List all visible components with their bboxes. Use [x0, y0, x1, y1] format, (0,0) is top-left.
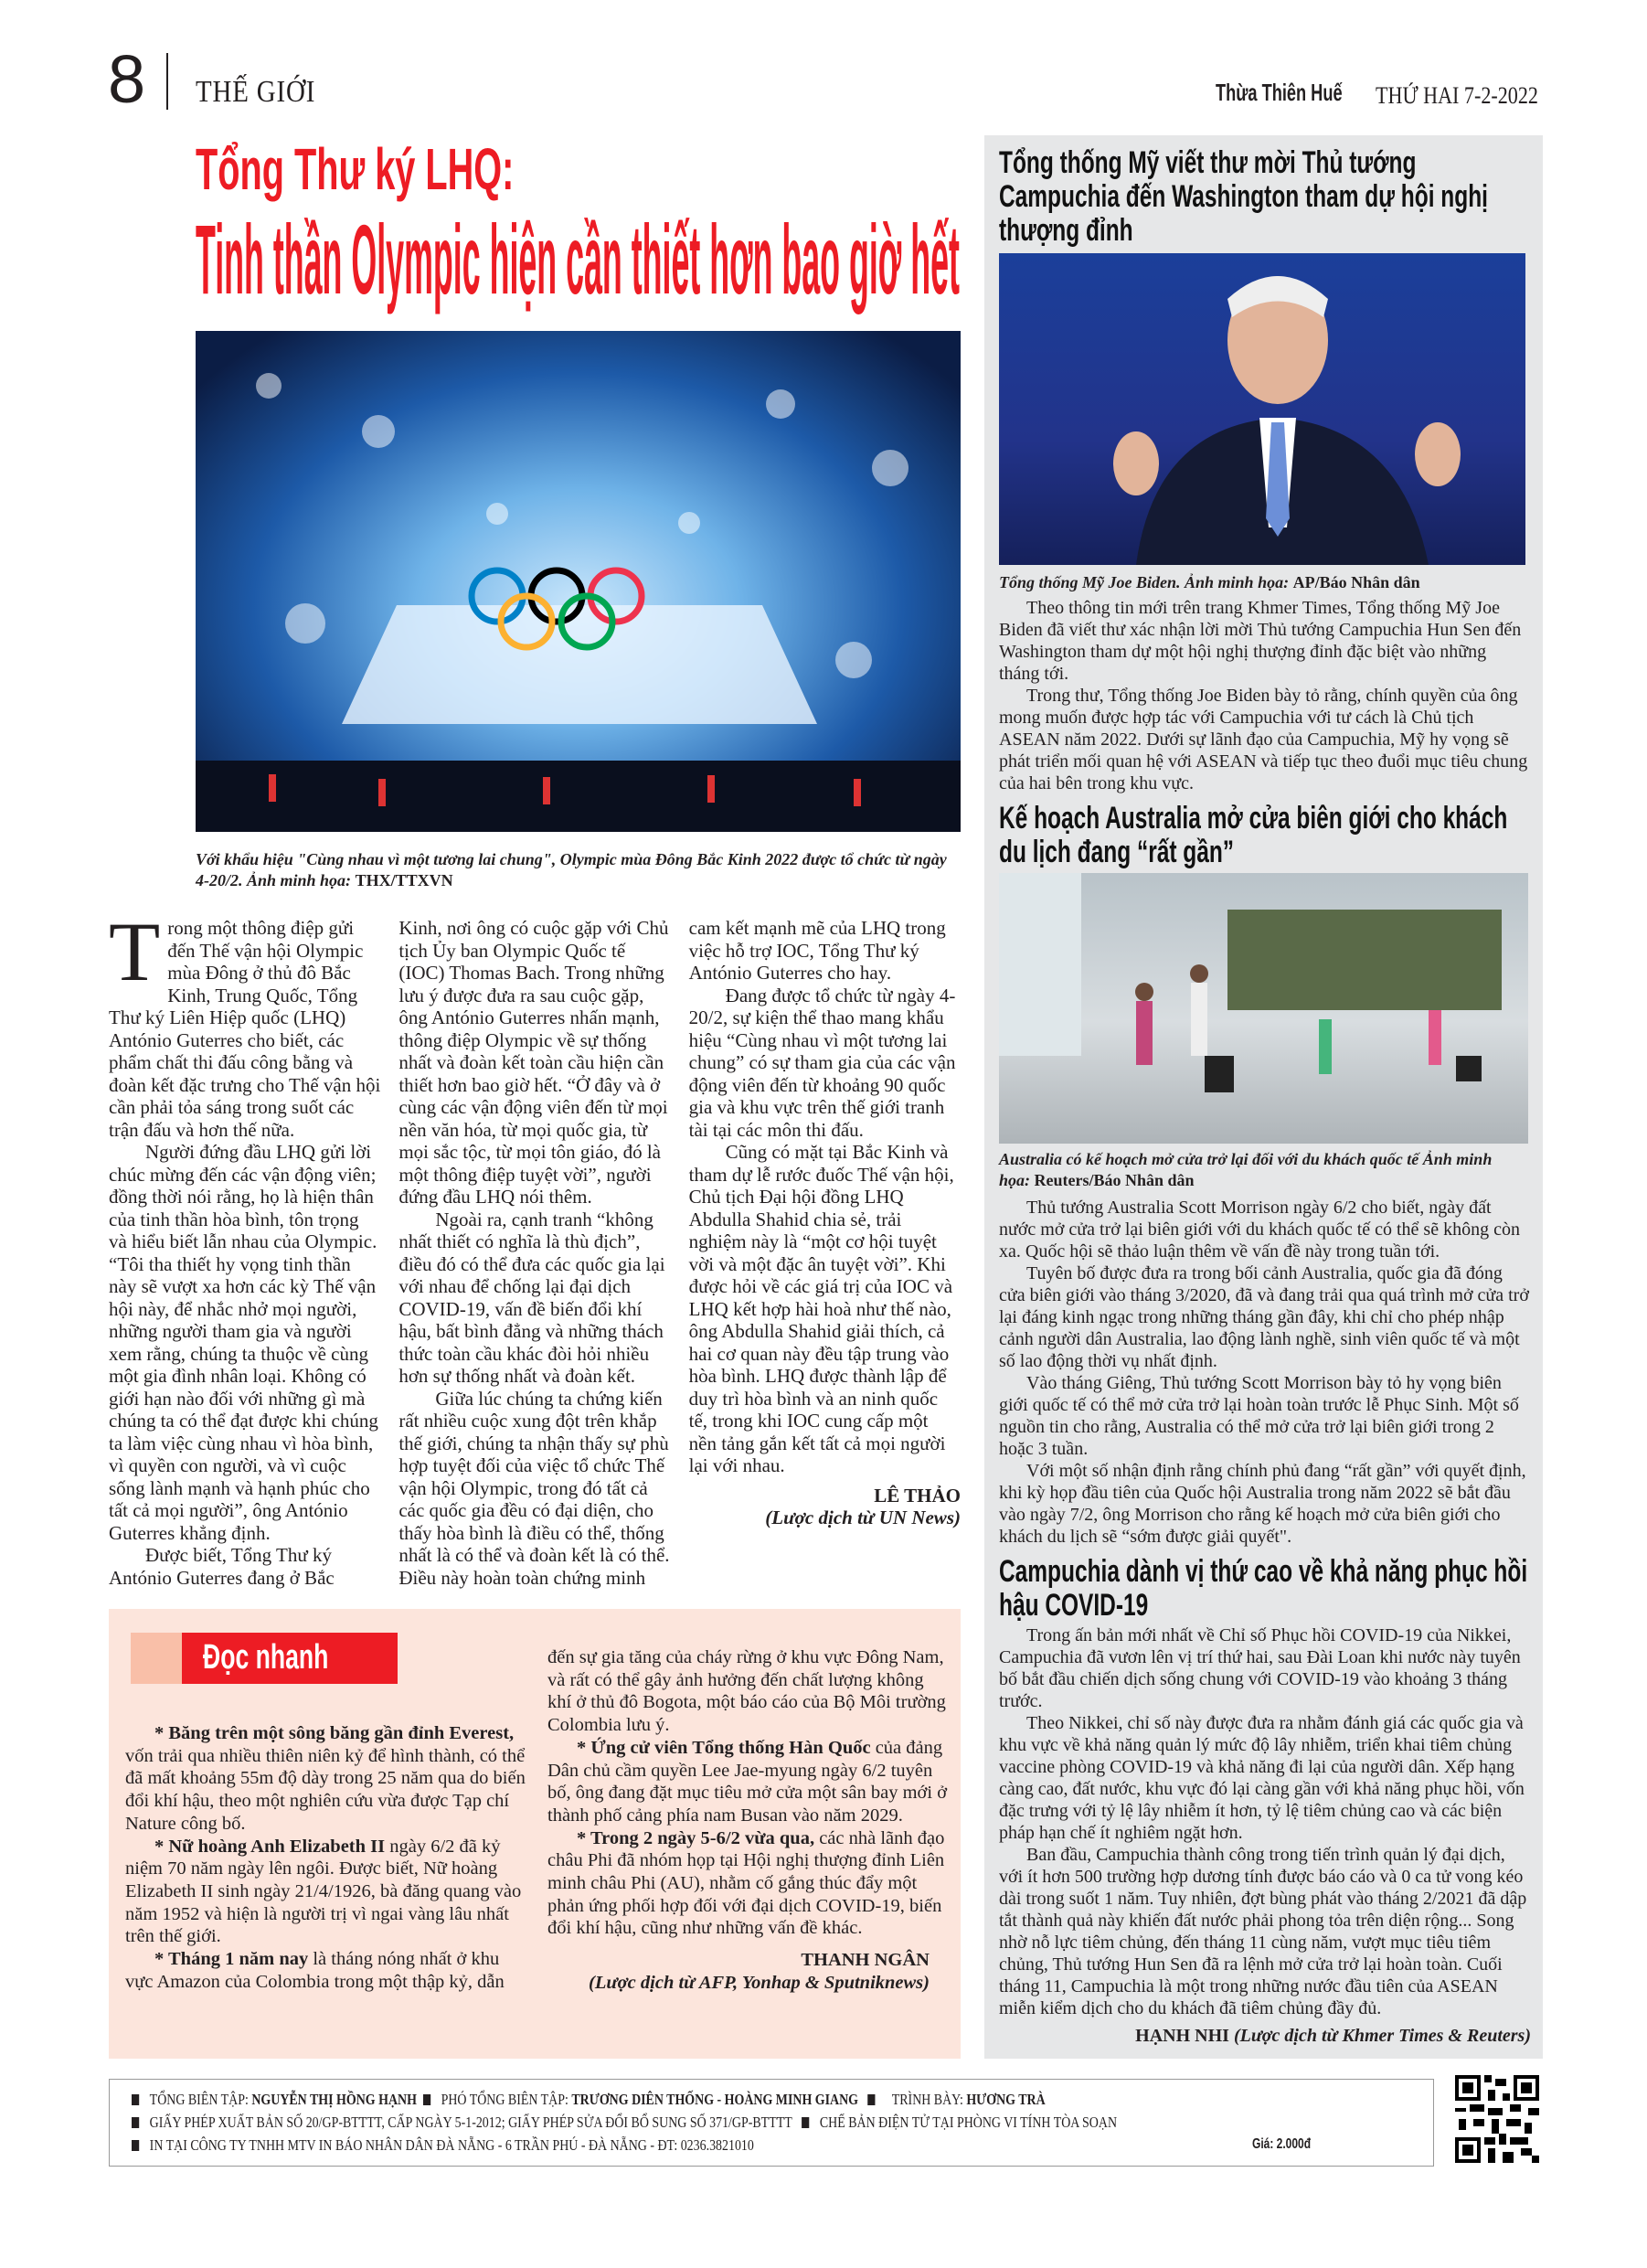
quick-read-body	[125, 1646, 948, 1995]
typesetting: CHẾ BẢN ĐIỆN TỬ TẠI PHÒNG VI TÍNH TÒA SOẠN	[819, 2114, 1118, 2131]
label: PHÓ TỔNG BIÊN TẬP:	[441, 2091, 572, 2108]
biden-article-body	[999, 597, 1531, 794]
item-text: các nhà lãnh đạo châu Phi đã nhóm họp tại Hội nghị thượng đỉnh Liên minh châu Phi (AU), nhằm cố gắng thúc đẩy một phản ứng phối hợp đối với đại dịch COVID-19, biến đổi khí hậu, cũng như những vấn đề khác.	[547, 1827, 945, 1939]
section-title: THẾ GIỚI	[196, 75, 316, 109]
article-paragraph: Trong thư, Tổng thống Joe Biden bày tỏ rằng, chính quyền của ông mong muốn được hợp tác với Campuchia với tư cách là Chủ tịch ASEAN năm 2022. Dưới sự lãnh đạo của Campuchia, Mỹ hy vọng sẽ phát triển mối quan hệ với ASEAN và tiếp tục theo đuổi mục tiêu chung của hai bên trong khu vực.	[999, 686, 1528, 793]
cambodia-headline: Campuchia dành vị thứ cao về khả năng phục hồi hậu COVID-19	[999, 1554, 1528, 1623]
caption-text: Australia có kế hoạch mở cửa trở lại đối với du khách quốc tế Ảnh minh họa:	[999, 1150, 1493, 1189]
author: THANH NGÂN	[801, 1950, 930, 1971]
article-paragraph	[109, 905, 381, 1141]
australia-article-body	[999, 1197, 1531, 1548]
footer-row-editors	[132, 2088, 1046, 2111]
olympic-photo-caption	[196, 849, 961, 891]
item-text: ngày 6/2 đã kỷ niệm 70 năm ngày lên ngôi. Được biết, Nữ hoàng Elizabeth II sinh ngày 21/4/1926, bà đăng quang vào năm 1952 và hiện là người trị vì ngai vàng lâu nhất trên thế giới.	[125, 1836, 522, 1947]
item-lead: * Nữ hoàng Anh Elizabeth II	[154, 1836, 386, 1857]
article-paragraph: Trong ấn bản mới nhất về Chỉ số Phục hồi COVID-19 của Nikkei, Campuchia đã vươn lên vị trí thứ hai, sau Đài Loan khi nước này tuyên bố bắt đầu chiến dịch sống chung với COVID-19 vào khoảng 3 tháng trước.	[999, 1625, 1521, 1711]
australia-photo	[999, 873, 1528, 1144]
quick-read-item	[125, 1836, 526, 1949]
paragraph-text: rong một thông điệp gửi đến Thế vận hội Olympic mùa Đông ở thủ đô Bắc Kinh, Trung Quốc, Tổng Thư ký Liên Hiệp quốc (LHQ) António Guterres cho biết, các phẩm chất thi đấu công bằng và đoàn kết đặc trưng cho Thế vận hội cần phải tỏa sáng trong suốt các trận đấu và hơn thế nữa.	[109, 917, 381, 1141]
article-body	[109, 905, 961, 1589]
caption-credit: AP/Báo Nhân dân	[1292, 573, 1420, 591]
byline	[999, 2025, 1531, 2047]
article-paragraph: Cũng có mặt tại Bắc Kinh và tham dự lễ rước đuốc Thế vận hội, Chủ tịch Đại hội đồng LHQ Abdulla Shahid chia sẻ, trải nghiệm này là “một cơ hội tuyệt vời và một đặc ân tuyệt vời”. Khi được hỏi về các giá trị của IOC và LHQ kết hợp hài hoà như thế nào, ông Abdulla Shahid giải thích, cả hai cơ quan này đều tập trung vào hòa bình. LHQ được thành lập để duy trì hòa bình và an ninh quốc tế, trong khi IOC cung cấp một nền tảng gắn kết tất cả mọi người lại với nhau.	[688, 1141, 954, 1476]
cambodia-article-body	[999, 1624, 1531, 2047]
qr-code-icon[interactable]	[1455, 2075, 1539, 2163]
australia-headline: Kế hoạch Australia mở cửa biên giới cho khách du lịch đang “rất gần”	[999, 801, 1508, 869]
label: TỔNG BIÊN TẬP:	[149, 2091, 252, 2108]
quick-read-item	[547, 1827, 948, 1941]
airport-scene-icon	[999, 873, 1528, 1144]
article-paragraph: Thủ tướng Australia Scott Morrison ngày 6/2 cho biết, ngày đất nước mở cửa trở lại biên giới với du khách quốc tế có thể sẽ không còn xa. Quốc hội sẽ thảo luận thêm về vấn đề này trong tuần tới.	[999, 1198, 1520, 1262]
masthead-footer	[109, 2079, 1434, 2167]
source: (Lược dịch từ Khmer Times & Reuters)	[1233, 2026, 1531, 2046]
item-text: của đảng Dân chủ cầm quyền Lee Jae-myung ngày 6/2 tuyên bố, ông đang đặt mục tiêu mở cửa một sân bay mới ở thành phố cảng phía nam Busan vào năm 2029.	[547, 1737, 948, 1826]
article-paragraph: Vào tháng Giêng, Thủ tướng Scott Morrison bày tỏ hy vọng biên giới quốc tế có thể mở cửa trở lại hoàn toàn trước lễ Phục Sinh. Một số nguồn tin cho rằng, Australia có thể mở cửa trở lại biên giới trong 2 hoặc 3 tuần.	[999, 1373, 1519, 1459]
biden-photo	[999, 253, 1525, 565]
caption-text: Với khẩu hiệu "Cùng nhau vì một tương lai chung", Olympic mùa Đông Bắc Kinh 2022 được tổ chức từ ngày 4-20/2. Ảnh minh họa:	[196, 850, 947, 889]
biden-headline: Tổng thống Mỹ viết thư mời Thủ tướng Campuchia đến Washington tham dự hội nghị thượng đỉnh	[999, 145, 1488, 248]
author: LÊ THẢO	[874, 1484, 961, 1507]
drop-cap: T	[109, 905, 161, 998]
price: Giá: 2.000đ	[1252, 2136, 1312, 2152]
olympic-photo	[196, 331, 961, 832]
source: (Lược dịch từ AFP, Yonhap & Sputniknews)	[589, 1972, 930, 1993]
label-spacer	[125, 1646, 526, 1722]
quick-read-item	[547, 1737, 948, 1827]
article-paragraph: Theo Nikkei, chỉ số này được đưa ra nhằm đánh giá các quốc gia và khu vực về khả năng quản lý mức độ lây nhiễm, triển khai tiêm chủng vaccine phòng COVID-19 và khả năng đi lại của người dân. Xếp hạng càng cao, đất nước, khu vực đó lại càng gần với khả năng phục hồi, vốn đặc trưng với tỷ lệ lây nhiễm ít hơn, tỷ lệ tiêm chủng cao và các biện pháp hạn chế ít nghiêm ngặt hơn.	[999, 1713, 1525, 1843]
quick-read-label: Đọc nhanh	[203, 1638, 329, 1677]
newspaper-brand: Thừa Thiên Huế	[1216, 79, 1343, 106]
biden-photo-caption	[999, 572, 1531, 593]
printer: IN TẠI CÔNG TY TNHH MTV IN BÁO NHÂN DÂN ĐÀ NẴNG - 6 TRẦN PHÚ - ĐÀ NẴNG - ĐT: 0236.3821010	[149, 2136, 754, 2154]
label: TRÌNH BÀY:	[891, 2091, 967, 2108]
article-paragraph: Giữa lúc chúng ta chứng kiến rất nhiều cuộc xung đột trên khắp thế giới, chúng ta nhận thấy sự phù hợp tuyệt đối của việc tổ chức Thế vận hội Olympic, trong đó tất cả các quốc gia đều có đại diện, cho thấy hòa bình là điều có thể, thống nhất là có thể và đoàn kết là có thể. Điều này hoàn toàn chứng minh cam kết mạnh mẽ của LHQ trong việc hỗ trợ IOC, Tổng Thư ký António Guterres cho hay.	[398, 917, 946, 1589]
caption-credit: Reuters/Báo Nhân dân	[1034, 1171, 1195, 1189]
headline: Tinh thần Olympic hiện cần thiết hơn bao giờ hết	[196, 204, 960, 314]
article-paragraph: Được biết, Tổng Thư ký António Guterres đang ở Bắc Kinh, nơi ông có cuộc gặp với Chủ tịch Ủy ban Olympic Quốc tế (IOC) Thomas Bach. Trong những lưu ý được đưa ra sau cuộc gặp, ông António Guterres nhấn mạnh, thông điệp Olympic về sự thống nhất và đoàn kết toàn cầu hiện cần thiết hơn bao giờ hết. “Ở đây và ở cùng các vận động viên đến từ mọi nền văn hóa, từ mọi quốc gia, từ mọi sắc tộc, từ mọi tôn giáo, đó là một thông điệp tuyệt vời”, người đứng đầu LHQ nói thêm.	[109, 917, 669, 1589]
australia-photo-caption	[999, 1149, 1511, 1191]
quick-read-item	[125, 1722, 526, 1836]
olympic-rings-icon	[196, 331, 961, 832]
layout-designer: HƯƠNG TRÀ	[966, 2091, 1046, 2108]
footer-row-printer	[132, 2134, 754, 2156]
caption-text: Tổng thống Mỹ Joe Biden. Ảnh minh họa:	[999, 573, 1293, 591]
deputy-editors: TRƯƠNG DIÊN THỐNG - HOÀNG MINH GIANG	[571, 2091, 859, 2108]
license: GIẤY PHÉP XUẤT BẢN SỐ 20/GP-BTTTT, CẤP NGÀY 5-1-2012; GIẤY PHÉP SỬA ĐỔI BỔ SUNG SỐ 371/GP-BTTTT	[149, 2114, 792, 2131]
item-lead: * Băng trên một sông băng gần đỉnh Everest,	[154, 1723, 515, 1743]
author: HẠNH NHI	[1135, 2026, 1229, 2046]
article-paragraph: Ngoài ra, cạnh tranh “không nhất thiết có nghĩa là thù địch”, điều đó có thể đưa các quốc gia lại với nhau để chống lại đại dịch COVID-19, vấn đề biến đổi khí hậu, bất bình đẳng và những thách thức toàn cầu khác đòi hỏi nhiều hơn sự thống nhất và đoàn kết.	[398, 1208, 665, 1387]
editor-in-chief: NGUYỄN THỊ HỒNG HẠNH	[251, 2091, 417, 2108]
item-lead: * Ứng cử viên Tổng thống Hàn Quốc	[577, 1737, 871, 1758]
person-silhouette-icon	[999, 253, 1525, 565]
item-text: vốn trải qua nhiều thiên niên kỷ để hình thành, có thể đã mất khoảng 55m độ dày trong 25 năm qua do biến đổi khí hậu, theo một nghiên cứu vừa được Tạp chí Nature công bố.	[125, 1745, 526, 1834]
footer-row-license	[132, 2111, 1117, 2134]
article-paragraph: Với một số nhận định rằng chính phủ đang “rất gần” với quyết định, khi kỳ họp đầu tiên của Quốc hội Australia trong năm 2022 sẽ bắt đầu vào ngày 7/2, ông Morrison cho rằng kế hoạch mở cửa biên giới cho khách du lịch sẽ “sớm được giải quyết".	[999, 1461, 1526, 1547]
item-text: là tháng nóng nhất ở khu vực Amazon của Colombia trong một thập kỷ, dẫn đến sự gia tăng của cháy rừng ở khu vực Đông Nam, và rất có thể gây ảnh hưởng đến chất lượng không khí ở thủ đô Bogota, một báo cáo của Bộ Môi trường Colombia lưu ý.	[125, 1647, 946, 1992]
issue-date: THỨ HAI 7-2-2022	[1376, 82, 1538, 109]
caption-credit: THX/TTXVN	[355, 871, 453, 889]
item-lead: * Trong 2 ngày 5-6/2 vừa qua,	[577, 1827, 815, 1848]
page-number: 8	[108, 41, 146, 117]
header-divider	[166, 53, 168, 110]
article-paragraph: Tuyên bố được đưa ra trong bối cảnh Australia, quốc gia đã đóng cửa biên giới vào tháng 3/2020, đã và đang trải qua quá trình mở cửa trở lại đáng kinh ngạc trong những tháng gần đây, khi chỉ cho phép nhập cảnh người dân Australia, lao động lành nghề, sinh viên quốc tế và một số lao động thời vụ nhất định.	[999, 1263, 1529, 1371]
article-paragraph: Đang được tổ chức từ ngày 4-20/2, sự kiện thể thao mang khẩu hiệu “Cùng nhau vì một tương lai chung” có sự tham gia của các vận động viên đến từ khoảng 90 quốc gia và khu vực trên thế giới tranh tài tại các môn thi đấu.	[688, 984, 956, 1141]
item-lead: * Tháng 1 năm nay	[154, 1949, 309, 1970]
headline-kicker: Tổng Thư ký LHQ:	[196, 136, 515, 202]
sidebar-content	[999, 146, 1531, 2047]
article-paragraph: Người đứng đầu LHQ gửi lời chúc mừng đến các vận động viên; đồng thời nói rằng, họ là hiện thân của tinh thần hòa bình, tôn trọng và hiểu biết lẫn nhau của Olympic. “Tôi tha thiết hy vọng tinh thần này sẽ vượt xa hơn các kỳ Thế vận hội này, để nhắc nhở mọi người, những người tham gia và người xem rằng, chúng ta thuộc về cùng một gia đình nhân loại. Không có giới hạn nào đối với những gì mà chúng ta có thể đạt được khi chúng ta làm việc cùng nhau vì hòa bình, vì quyền con người, và vì cuộc sống lành mạnh và hạnh phúc cho tất cả mọi người”, ông António Guterres khẳng định.	[109, 1141, 378, 1544]
article-paragraph: Theo thông tin mới trên trang Khmer Times, Tổng thống Mỹ Joe Biden đã viết thư xác nhận lời mời Thủ tướng Campuchia Hun Sen đến Washington tham dự một hội nghị thượng đỉnh đặc biệt vào những tháng tới.	[999, 598, 1522, 684]
source: (Lược dịch từ UN News)	[765, 1507, 961, 1528]
article-paragraph: Ban đầu, Campuchia thành công trong tiến trình quản lý đại dịch, với ít hơn 500 trường hợp dương tính được báo cáo và 0 ca tử vong kéo dài trong suốt 1 năm. Tuy nhiên, đợt bùng phát vào tháng 2/2021 đã dập tắt thành quả này khiến đất nước phải phong tỏa trên diện rộng... Song nhờ nỗ lực tiêm chủng, đến tháng 11 cùng năm, vượt mục tiêu tiêm chủng, Thủ tướng Hun Sen đã ra lệnh mở cửa trở lại hoàn toàn. Cuối tháng 11, Campuchia là một trong những nước đầu tiên của ASEAN miễn kiểm dịch cho du khách đã tiêm chủng đầy đủ.	[999, 1845, 1527, 2018]
